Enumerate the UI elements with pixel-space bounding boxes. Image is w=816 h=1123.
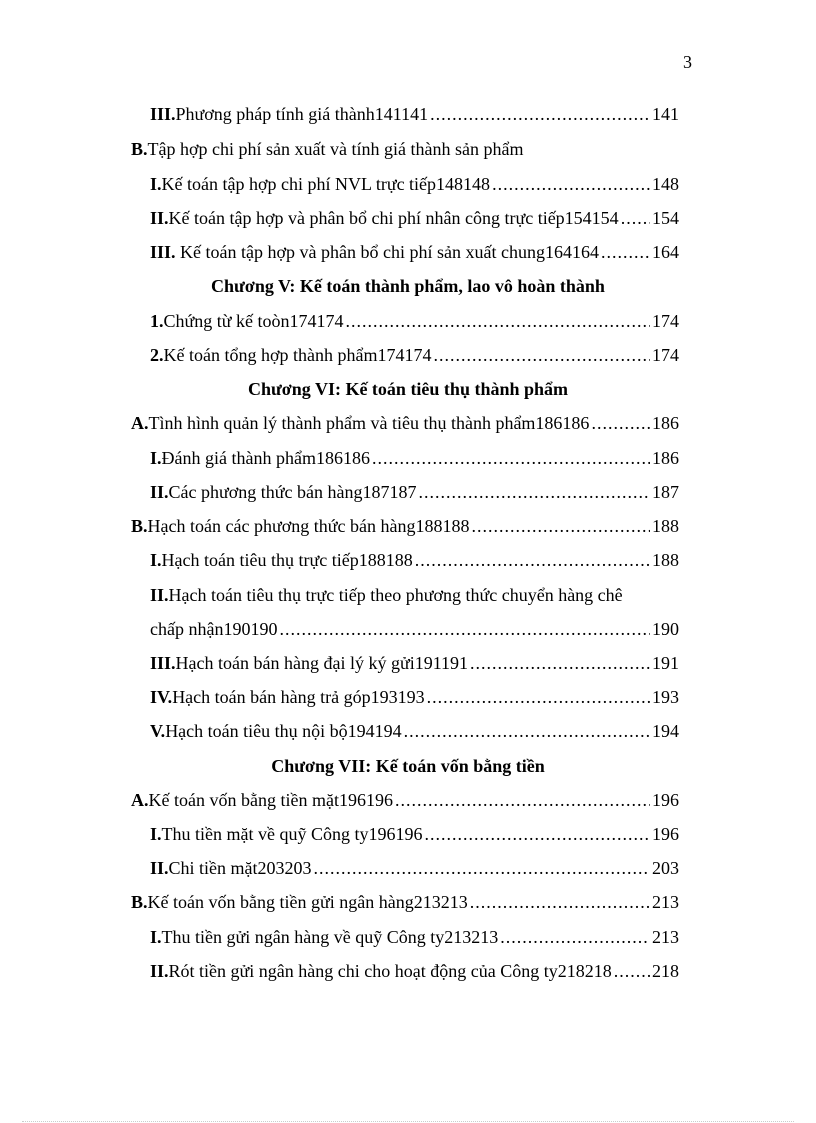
toc-leader-dots (395, 788, 650, 812)
toc-entry-number: III. (150, 242, 176, 262)
toc-leader-dots (470, 651, 650, 675)
toc-entry-page: 188 (652, 550, 679, 570)
toc-entry-number: III. (150, 653, 176, 673)
chapter-heading: Chương V: Kế toán thành phẩm, lao vô hoàn thành (211, 276, 605, 296)
toc-entry (150, 309, 679, 333)
toc-entry-number: I. (150, 927, 162, 947)
toc-entry (131, 890, 679, 914)
toc-leader-dots (471, 514, 650, 538)
toc-entry-page: 213 (652, 927, 679, 947)
toc-entry-title: Hạch toán tiêu thụ nội bộ194194 (165, 721, 402, 741)
toc-entry-title: Hạch toán bán hàng đại lý ký gửi191191 (175, 653, 469, 673)
toc-entry-page: 218 (652, 961, 679, 981)
toc-leader-dots (492, 172, 650, 196)
toc-leader-dots (601, 240, 650, 264)
toc-entry-page: 196 (652, 790, 679, 810)
toc-leader-dots (425, 822, 651, 846)
toc-entry-page: 154 (652, 208, 679, 228)
toc-entry-title: Hạch toán tiêu thụ trực tiếp theo phương thức chuyển hàng chê (168, 585, 623, 605)
toc-entry-number: 1. (150, 311, 164, 331)
toc-entry-title: Tập hợp chi phí sản xuất và tính giá thành sản phẩm (147, 139, 524, 159)
toc-leader-dots (591, 411, 650, 435)
toc-entry-title: Kế toán vốn bằng tiền gửi ngân hàng213213 (147, 892, 468, 912)
toc-entry-page: 174 (652, 345, 679, 365)
toc-entry-number: A. (131, 413, 149, 433)
toc-entry (150, 719, 679, 743)
toc-entry-title: Đánh giá thành phẩm186186 (161, 448, 370, 468)
toc-entry-page: 190 (652, 619, 679, 639)
toc-entry-number: B. (131, 139, 148, 159)
chapter-heading: Chương VII: Kế toán vốn bằng tiền (271, 756, 545, 776)
toc-entry (131, 137, 523, 161)
toc-entry-number: B. (131, 892, 148, 912)
toc-entry-page: 196 (652, 824, 679, 844)
toc-entry-number: II. (150, 482, 169, 502)
toc-entry (150, 583, 623, 607)
toc-entry-page: 193 (652, 687, 679, 707)
toc-entry-page: 141 (652, 104, 679, 124)
toc-entry-number: I. (150, 174, 162, 194)
toc-entry-title: Kế toán vốn bằng tiền mặt196196 (148, 790, 393, 810)
toc-entry-title: Kế toán tổng hợp thành phẩm174174 (163, 345, 432, 365)
toc-leader-dots (500, 925, 650, 949)
toc-entry-title: Phương pháp tính giá thành141141 (175, 104, 429, 124)
toc-leader-dots (614, 959, 650, 983)
toc-entry (131, 411, 679, 435)
toc-leader-dots (404, 719, 650, 743)
toc-entry-title: Hạch toán tiêu thụ trực tiếp188188 (161, 550, 413, 570)
page-bottom-divider (22, 1121, 794, 1122)
toc-entry (150, 651, 679, 675)
toc-entry-page: 213 (652, 892, 679, 912)
toc-entry-page: 186 (652, 448, 679, 468)
toc-leader-dots (279, 617, 650, 641)
toc-entry-title: Kế toán tập hợp và phân bổ chi phí nhân công trực tiếp154154 (168, 208, 619, 228)
toc-entry-number: 2. (150, 345, 164, 365)
toc-leader-dots (470, 890, 650, 914)
toc-entry-continuation (150, 617, 679, 641)
toc-entry (150, 206, 679, 230)
toc-entry (150, 548, 679, 572)
toc-entry-page: 203 (652, 858, 679, 878)
toc-entry-number: A. (131, 790, 149, 810)
toc-entry-number: V. (150, 721, 166, 741)
page-number: 3 (683, 52, 692, 72)
toc-leader-dots (433, 343, 650, 367)
toc-entry (150, 685, 679, 709)
toc-leader-dots (415, 548, 650, 572)
toc-entry (150, 959, 679, 983)
toc-entry-page: 187 (652, 482, 679, 502)
toc-entry-page: 191 (652, 653, 679, 673)
toc-entry-number: I. (150, 550, 162, 570)
toc-entry-title: Thu tiền mặt về quỹ Công ty196196 (161, 824, 423, 844)
toc-leader-dots (419, 480, 651, 504)
chapter-heading: Chương VI: Kế toán tiêu thụ thành phẩm (247, 379, 568, 399)
toc-entry-page: 186 (652, 413, 679, 433)
toc-entry (150, 856, 679, 880)
toc-entry-title: Các phương thức bán hàng187187 (168, 482, 417, 502)
toc-leader-dots (346, 309, 650, 333)
toc-entry-page: 164 (652, 242, 679, 262)
toc-leader-dots (621, 206, 650, 230)
toc-entry-title: Hạch toán các phương thức bán hàng188188 (147, 516, 470, 536)
toc-entry (150, 925, 679, 949)
toc-entry-number: II. (150, 858, 169, 878)
toc-entry-title: Rót tiền gửi ngân hàng chi cho hoạt động của Công ty218218 (168, 961, 612, 981)
toc-entry (150, 480, 679, 504)
toc-entry (150, 343, 679, 367)
toc-entry (131, 514, 679, 538)
toc-entry-number: II. (150, 585, 169, 605)
toc-entry (150, 240, 679, 264)
toc-entry-number: I. (150, 824, 162, 844)
toc-entry-page: 188 (652, 516, 679, 536)
toc-entry (150, 172, 679, 196)
toc-entry-title: Tình hình quản lý thành phẩm và tiêu thụ thành phẩm186186 (148, 413, 590, 433)
toc-entry-title: Chi tiền mặt203203 (168, 858, 312, 878)
toc-entry-title: Kế toán tập hợp chi phí NVL trực tiếp148148 (161, 174, 491, 194)
toc-entry-number: I. (150, 448, 162, 468)
toc-leader-dots (427, 685, 650, 709)
toc-entry (131, 788, 679, 812)
toc-leader-dots (430, 102, 650, 126)
toc-entry-title: Hạch toán bán hàng trả góp193193 (172, 687, 425, 707)
toc-entry-title: Thu tiền gửi ngân hàng về quỹ Công ty213213 (161, 927, 499, 947)
toc-entry-title: chấp nhận190190 (150, 619, 278, 639)
toc-entry (150, 446, 679, 470)
toc-entry-page: 174 (652, 311, 679, 331)
toc-leader-dots (314, 856, 650, 880)
toc-entry-number: III. (150, 104, 176, 124)
toc-entry-title: Kế toán tập hợp và phân bổ chi phí sản xuất chung164164 (175, 242, 599, 262)
toc-entry-number: B. (131, 516, 148, 536)
toc-entry-page: 148 (652, 174, 679, 194)
toc-entry-page: 194 (652, 721, 679, 741)
toc-entry (150, 102, 679, 126)
toc-entry-title: Chứng từ kế toòn174174 (163, 311, 344, 331)
toc-leader-dots (372, 446, 650, 470)
toc-entry-number: II. (150, 208, 169, 228)
toc-entry-number: II. (150, 961, 169, 981)
toc-entry-number: IV. (150, 687, 173, 707)
toc-entry (150, 822, 679, 846)
